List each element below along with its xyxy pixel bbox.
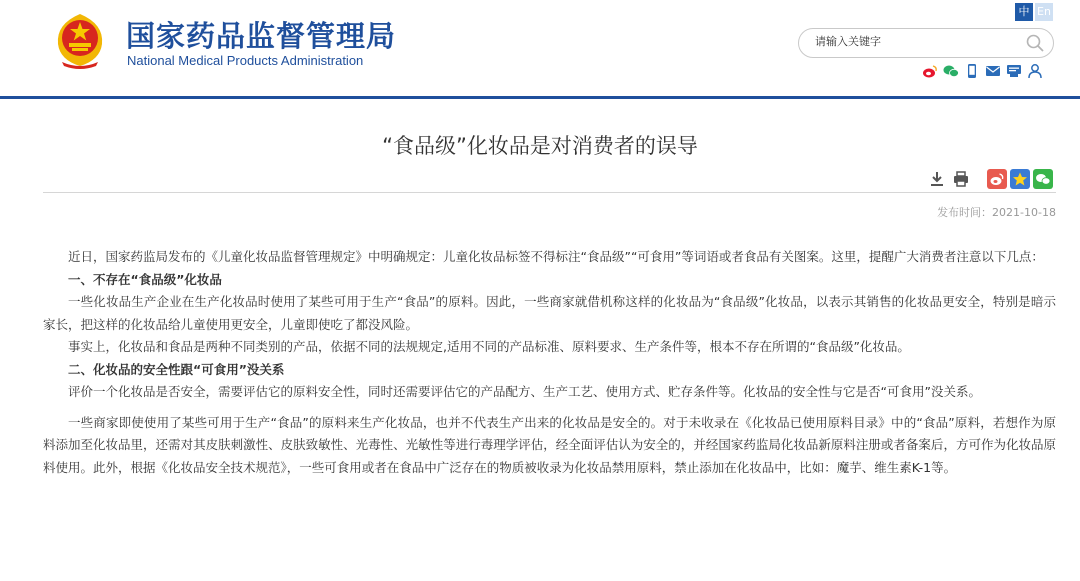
share-buttons [987,169,1053,189]
print-icon[interactable] [952,170,970,188]
wechat-icon [1035,171,1051,187]
section-heading-2: 二、化妆品的安全性跟“可食用”没关系 [68,361,285,377]
share-wechat-button[interactable] [1033,169,1053,189]
paragraph: 一些化妆品生产企业在生产化妆品时使用了某些可用于生产“食品”的原料。因此，一些商家就借机称这样的化妆品为“食品级”化妆品，以表示其销售的化妆品更安全，特别是暗示家长，把这样的化妆品给儿童使用更安全，儿童即使吃了都没风险。 [43,294,1056,332]
wechat-icon[interactable] [943,63,959,79]
weibo-icon [989,171,1005,187]
paragraph: 事实上，化妆品和食品是两种不同类别的产品，依据不同的法规规定,适用不同的产品标准、原料要求、生产条件等，根本不存在所谓的“食品级”化妆品。 [68,339,910,354]
header-divider [0,96,1080,99]
paragraph: 评价一个化妆品是否安全，需要评估它的原料安全性，同时还需要评估它的产品配方、生产工艺、使用方式、贮存条件等。化妆品的安全性与它是否“可食用”没关系。 [68,384,981,399]
national-emblem-icon [52,10,108,70]
language-switch [1015,3,1053,21]
site-header [0,0,1080,97]
social-links [922,63,1043,79]
search-box [798,28,1054,58]
publish-date: 发布时间：2021-10-18 [937,206,1056,219]
share-favorite-button[interactable] [1010,169,1030,189]
share-weibo-button[interactable] [987,169,1007,189]
paragraph-intro: 近日，国家药监局发布的《儿童化妆品监督管理规定》中明确规定：儿童化妆品标签不得标注“食品级”“可食用”等词语或者食品有关图案。这里，提醒广大消费者注意以下几点： [68,249,1044,264]
mail-icon[interactable] [985,63,1001,79]
star-icon [1012,171,1028,187]
search-icon[interactable] [1025,33,1045,53]
message-icon[interactable] [1006,63,1022,79]
search-input[interactable] [815,35,1015,48]
site-name-cn[interactable]: 国家药品监督管理局 [126,19,397,53]
article-tools [928,170,970,188]
download-icon[interactable] [928,170,946,188]
article-title: “食品级”化妆品是对消费者的误导 [382,134,698,158]
article-body [43,246,1056,479]
lang-en-button[interactable]: En [1035,3,1053,21]
mobile-icon[interactable] [964,63,980,79]
lang-zh-button[interactable]: 中 [1015,3,1033,21]
section-heading-1: 一、不存在“食品级”化妆品 [68,271,222,287]
weibo-icon[interactable] [922,63,938,79]
site-name-en[interactable]: National Medical Products Administration [127,53,364,68]
paragraph: 一些商家即使使用了某些可用于生产“食品”的原料来生产化妆品，也并不代表生产出来的化妆品是安全的。对于未收录在《化妆品已使用原料目录》中的“食品”原料，若想作为原料添加至化妆品里，还需对其皮肤刺激性、皮肤致敏性、光毒性、光敏性等进行毒理学评估，经全面评估认为安全的，并经国家药监局化妆品新原料注册或者备案后，方可作为化妆品原料使用。此外，根据《化妆品安全技术规范》，一些可食用或者在食品中广泛存在的物质被收录为化妆品禁用原料，禁止添加在化妆品中，比如：魔芋、维生素K-1等。 [43,414,1056,475]
title-divider [43,192,1056,193]
user-icon[interactable] [1027,63,1043,79]
